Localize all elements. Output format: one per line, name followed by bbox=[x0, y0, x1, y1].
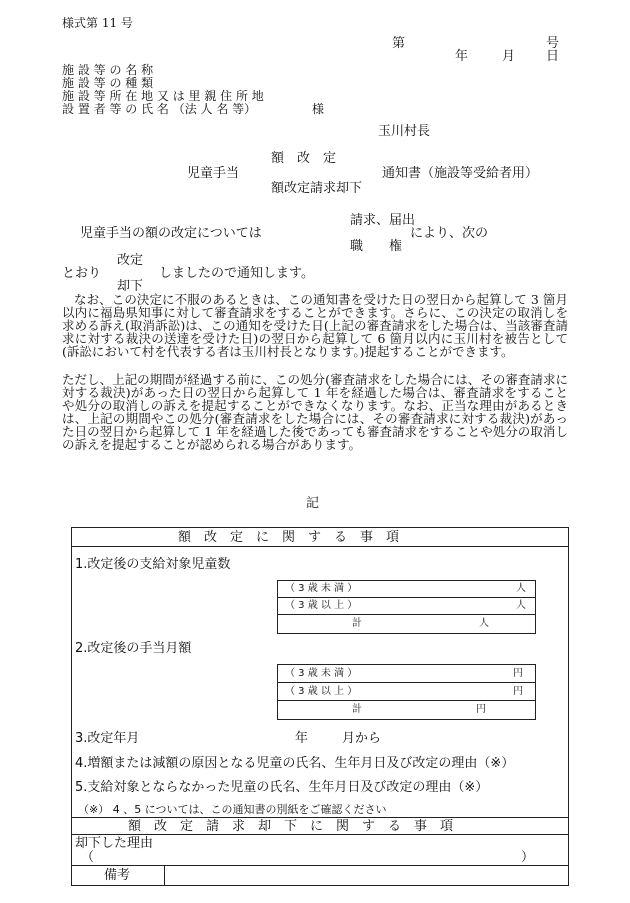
sec1-rule bbox=[277, 633, 535, 634]
title-top: 額 改 定 bbox=[271, 151, 337, 166]
table-border-top bbox=[71, 527, 569, 528]
title-left: 児童手当 bbox=[187, 166, 240, 181]
sec2-total-label: 計 bbox=[352, 704, 362, 715]
address-line-type: 施 設 等 の 種 類 bbox=[62, 76, 154, 90]
reject-reason-open: （ bbox=[81, 850, 95, 865]
sec2-row1-label: （ 3 歳 未 満 ） bbox=[285, 668, 358, 679]
table-rule bbox=[71, 865, 569, 866]
sec1-rule bbox=[277, 580, 278, 634]
reject-reason-label: 却下した理由 bbox=[75, 836, 154, 851]
sec2-rule bbox=[277, 682, 535, 683]
section-3-label: 3.改定年月 bbox=[75, 731, 140, 746]
sec1-row1-label: （ 3 歳 未 満 ） bbox=[285, 583, 358, 594]
table-border-right bbox=[568, 527, 569, 886]
sec2-rule bbox=[277, 719, 535, 720]
section-3-year: 年 bbox=[295, 731, 309, 746]
sec1-rule bbox=[277, 614, 535, 615]
sec2-row1-unit: 円 bbox=[513, 668, 523, 679]
intro-option-top: 請求、届出 bbox=[350, 213, 416, 228]
intro-text: 児童手当の額の改定については bbox=[80, 226, 262, 241]
doc-number-prefix: 第 bbox=[392, 36, 406, 51]
title-bottom: 額改定請求却下 bbox=[271, 181, 363, 196]
form-number: 様式第 11 号 bbox=[62, 16, 133, 30]
intro-line2-suffix: しましたので通知します。 bbox=[159, 266, 314, 281]
doc-number-suffix: 号 bbox=[546, 36, 560, 51]
honorific: 様 bbox=[312, 102, 325, 116]
address-line-location: 施 設 等 所 在 地 又 は 里 親 住 所 地 bbox=[62, 89, 264, 103]
sec1-total-unit: 人 bbox=[479, 618, 489, 629]
intro-line2-option-bottom: 却下 bbox=[117, 279, 144, 294]
sec1-row2-label: （ 3 歳 以 上 ） bbox=[285, 600, 358, 611]
issuer: 玉川村長 bbox=[378, 124, 431, 139]
table-rule bbox=[71, 817, 569, 818]
sec2-rule bbox=[277, 700, 535, 701]
table-note: （※） 4 、5 については、この通知書の別紙をご確認ください bbox=[78, 803, 387, 816]
sec2-total-unit: 円 bbox=[476, 704, 486, 715]
ki-mark: 記 bbox=[306, 496, 320, 511]
section-1-label: 1.改定後の支給対象児童数 bbox=[75, 557, 231, 572]
intro-line2-option-top: 改定 bbox=[117, 253, 144, 268]
sec2-row2-label: （ 3 歳 以 上 ） bbox=[285, 686, 358, 697]
address-line-name: 施 設 等 の 名 称 bbox=[62, 63, 154, 77]
table-border-left bbox=[71, 527, 72, 886]
sec1-rule bbox=[535, 580, 536, 634]
table-border-bottom bbox=[71, 885, 569, 886]
sec2-rule bbox=[535, 664, 536, 720]
table-header-rejection: 額 改 定 請 求 却 下 に 関 す る 事 項 bbox=[128, 819, 454, 834]
sec2-row2-unit: 円 bbox=[513, 686, 523, 697]
section-5-label: 5.支給対象とならなかった児童の氏名、生年月日及び改定の理由（※） bbox=[75, 780, 489, 795]
sec2-rule bbox=[277, 664, 278, 720]
sec1-rule bbox=[277, 597, 535, 598]
sec1-rule bbox=[277, 580, 535, 581]
date-year: 年 bbox=[455, 49, 469, 64]
table-rule bbox=[164, 865, 165, 885]
sec2-rule bbox=[277, 664, 535, 665]
reject-reason-close: ） bbox=[521, 850, 535, 865]
sec1-total-label: 計 bbox=[352, 618, 362, 629]
intro-option-bottom: 職 権 bbox=[350, 239, 403, 254]
sec1-row2-unit: 人 bbox=[516, 600, 526, 611]
section-2-label: 2.改定後の手当月額 bbox=[75, 641, 192, 656]
section-4-label: 4.増額または減額の原因となる児童の氏名、生年月日及び改定の理由（※） bbox=[75, 756, 515, 771]
intro-line2-prefix: とおり bbox=[62, 266, 102, 281]
table-rule bbox=[71, 546, 569, 547]
remarks-label: 備考 bbox=[104, 868, 131, 883]
notice-paragraph-2: ただし、上記の期間が経過する前に、この処分(審査請求をした場合には、その審査請求に対する裁決)があった日の翌日から起算して 1 年を経過した場合は、審査請求をすることや処分の取消しの訴えを提起することができなくなります。なお、正当な理由があるときは、上記の期間やこの処分(審査請求をした場合には、その審査請求に対する裁決)があった日の翌日から起算して 1 年を経過した後であっても審査請求をすることや処分の取消しの訴えを提起することが認められる場合があります。 bbox=[62, 372, 568, 452]
address-line-owner: 設 置 者 等 の 氏 名 （法 人 名 等） bbox=[62, 102, 257, 116]
title-right: 通知書（施設等受給者用） bbox=[382, 166, 539, 181]
table-header-amount-change: 額 改 定 に 関 す る 事 項 bbox=[178, 530, 400, 545]
date-day: 日 bbox=[546, 49, 560, 64]
sec1-row1-unit: 人 bbox=[516, 583, 526, 594]
intro-suffix: により、次の bbox=[410, 226, 489, 241]
date-month: 月 bbox=[502, 49, 516, 64]
notice-paragraph-1: なお、この決定に不服のあるときは、この通知書を受けた日の翌日から起算して 3 箇月以内に福島県知事に対して審査請求をすることができます。さらに、この決定の取消しを求める訴え(取消訴訟)は、この通知を受けた日(上記の審査請求をした場合は、当該審査請求に対する裁決の送達を受けた日)の翌日から起算して 6 箇月以内に玉川村を被告として(訴訟において村を代表する者は玉川村長となります。)提起することができます。 bbox=[62, 292, 568, 359]
section-3-month: 月から bbox=[342, 731, 382, 746]
table-rule bbox=[71, 834, 569, 835]
